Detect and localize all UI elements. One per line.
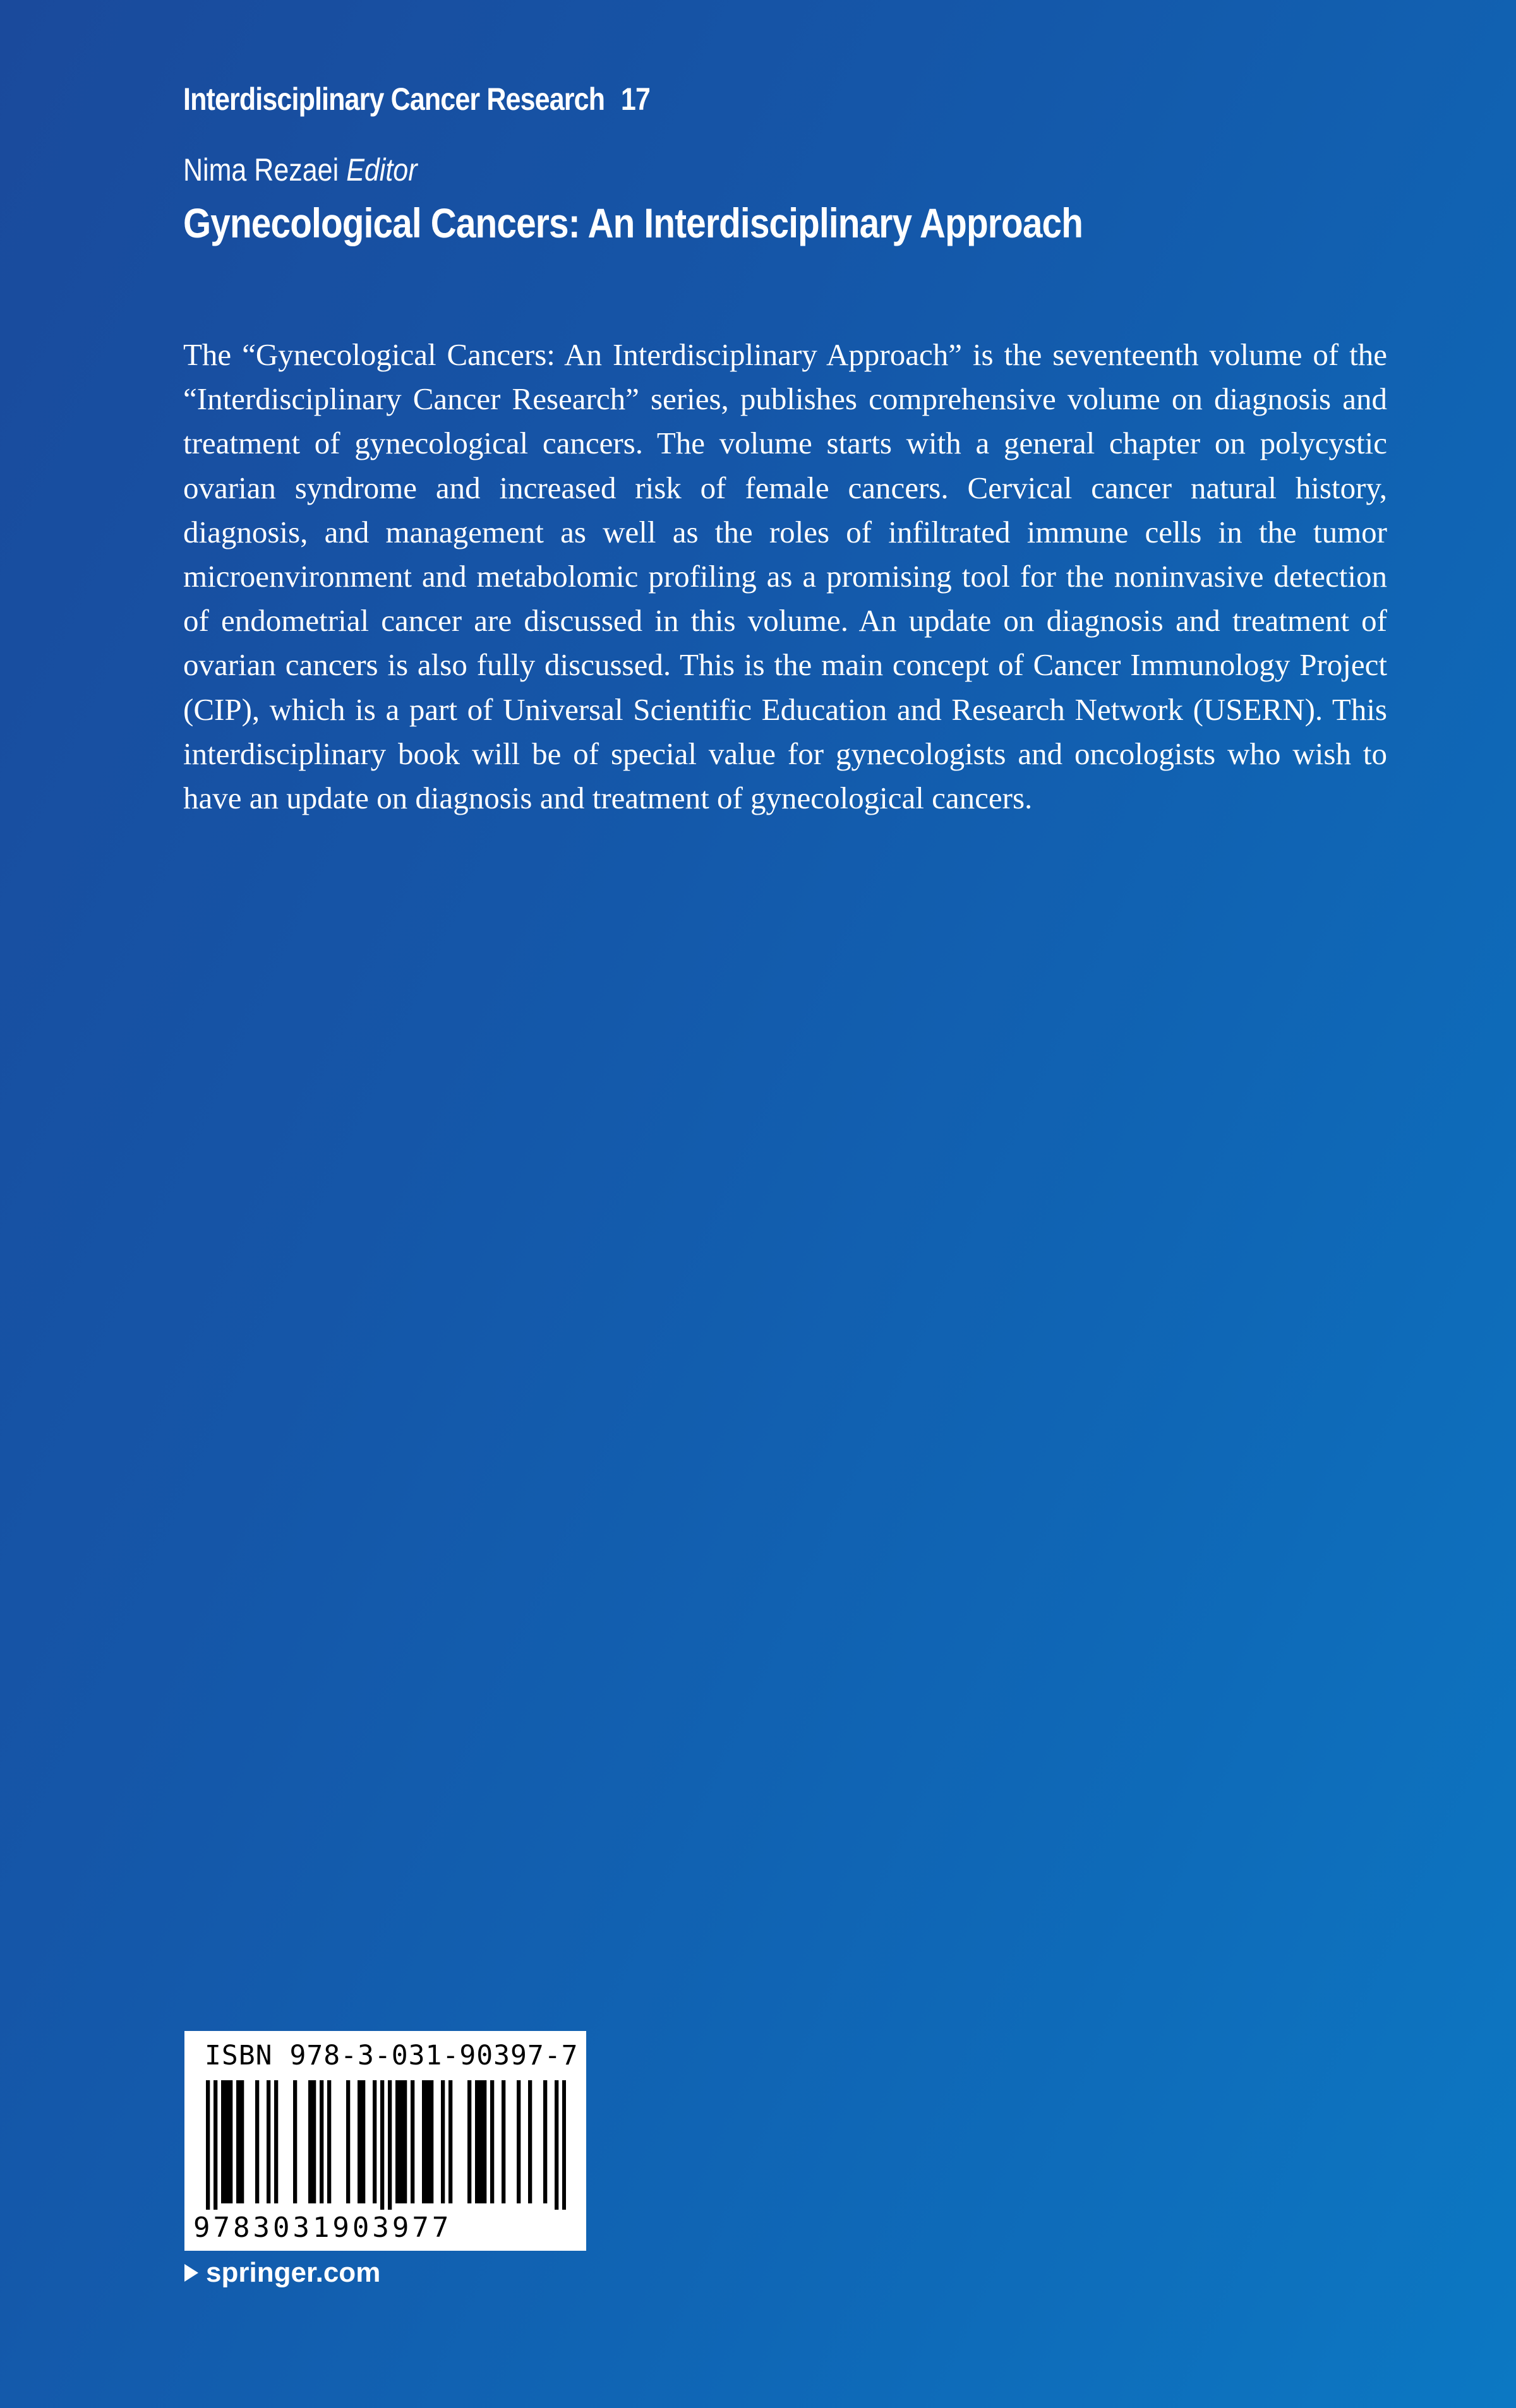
- barcode-bar: [426, 2080, 430, 2203]
- barcode-bar: [555, 2080, 558, 2210]
- barcode-bar: [422, 2080, 426, 2203]
- barcode-bar: [358, 2080, 361, 2203]
- editor-name: Nima Rezaei: [183, 152, 339, 188]
- barcode-bar: [411, 2080, 414, 2203]
- series-volume: 17: [620, 81, 651, 117]
- barcode-bar: [327, 2080, 331, 2203]
- barcode-bar: [502, 2080, 505, 2203]
- editor-role: Editor: [346, 152, 418, 188]
- barcode-bar: [373, 2080, 376, 2203]
- barcode-bar: [517, 2080, 520, 2203]
- barcode-bar: [441, 2080, 445, 2203]
- series-line: [183, 81, 650, 117]
- springer-link[interactable]: [184, 2257, 380, 2289]
- barcode-bar: [312, 2080, 316, 2203]
- isbn-barcode: [184, 2031, 586, 2251]
- barcode-bar: [267, 2080, 270, 2203]
- book-description: The “Gynecological Cancers: An Interdisciplinary Approach” is the seventeenth volume of the “Interdisciplinary Cancer Research” series, publishes comprehensive volume on diagnosis and treatment of gynecological cancers. The volume starts with a general chapter on polycystic ovarian syndrome and increased risk of female cancers. Cervical cancer natural history, diagnosis, and management as well as the roles of infiltrated immune cells in the tumor microenvironment and metabolomic profiling as a promising tool for the noninvasive detection of endometrial cancer are discussed in this volume. An update on diagnosis and treatment of ovarian cancers is also fully discussed. This is the main concept of Cancer Immunology Project (CIP), which is a part of Universal Scientific Education and Research Network (USERN). This interdisciplinary book will be of special value for gynecologists and oncologists who wish to have an update on diagnosis and treatment of gynecological cancers.: [183, 337, 1387, 816]
- series-name: Interdisciplinary Cancer Research: [183, 81, 605, 117]
- barcode-bar: [308, 2080, 312, 2203]
- barcode-bar: [214, 2080, 217, 2210]
- barcode-bar: [221, 2080, 225, 2203]
- barcode-bar: [255, 2080, 259, 2203]
- barcode-bar: [361, 2080, 365, 2203]
- barcode-bar: [399, 2080, 403, 2203]
- barcode-bar: [562, 2080, 566, 2210]
- barcode-bar: [403, 2080, 407, 2203]
- barcode-bar: [293, 2080, 297, 2203]
- barcode-bar: [320, 2080, 323, 2203]
- barcode-bar: [467, 2080, 471, 2203]
- barcode-bar: [528, 2080, 532, 2203]
- barcode-bar: [543, 2080, 547, 2203]
- barcode-bar: [236, 2080, 240, 2203]
- barcode-bar: [346, 2080, 350, 2203]
- barcode-bar: [274, 2080, 278, 2203]
- barcode-bars: [206, 2080, 566, 2210]
- barcode-bar: [395, 2080, 399, 2203]
- isbn-label: ISBN 978-3-031-90397-7: [205, 2040, 579, 2071]
- barcode-bar: [240, 2080, 244, 2203]
- barcode-bar: [448, 2080, 452, 2203]
- book-title: Gynecological Cancers: An Interdisciplinary Approach: [183, 200, 1083, 246]
- springer-link-label: springer.com: [206, 2257, 381, 2288]
- barcode-bar: [483, 2080, 486, 2203]
- barcode-bar: [430, 2080, 433, 2203]
- barcode-bar: [229, 2080, 232, 2203]
- editor-line: [183, 152, 418, 188]
- barcode-bar: [206, 2080, 210, 2210]
- barcode-bar: [490, 2080, 494, 2203]
- barcode-bar: [475, 2080, 479, 2203]
- barcode-bar: [479, 2080, 483, 2203]
- ean-digits: 9783031903977: [193, 2212, 452, 2244]
- barcode-bar: [380, 2080, 384, 2210]
- arrow-right-icon: [184, 2264, 198, 2282]
- barcode-bar: [225, 2080, 229, 2203]
- barcode-bar: [388, 2080, 392, 2210]
